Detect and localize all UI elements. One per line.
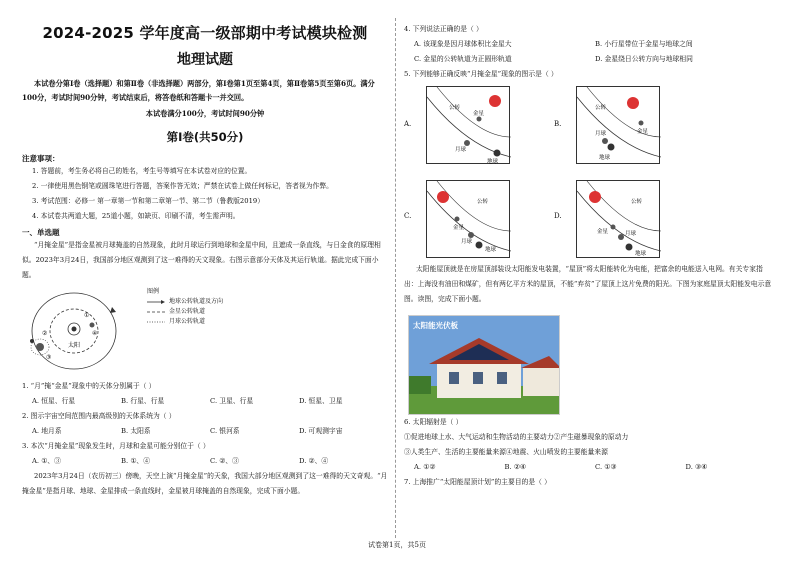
question-6-statement: ①促进地球上水、大气运动和生物活动的主要动力②产生磁暴现象的原动力 <box>404 433 629 441</box>
option: A. ①② <box>414 463 436 471</box>
moon-icon <box>30 339 34 343</box>
solid-arrow-line-icon <box>147 299 165 305</box>
orbit-label: 公转 <box>449 105 461 111</box>
question-4: 4. 下列说法正确的是（ ） <box>404 25 483 33</box>
question-3: 3. 本次“月掩金星”现象发生时，月球和金星可能分别位于（ ） <box>22 442 210 450</box>
solar-house-photo <box>408 315 560 415</box>
diagram-d-svg <box>577 181 661 259</box>
note-item: 1. 答题前，考生务必将自己的姓名，考生号等填写在本试卷对应的位置。 <box>32 167 252 175</box>
earth-icon <box>608 144 615 151</box>
option: C. ②、③ <box>210 457 239 465</box>
note-item: 3. 考试范围：必修一 第一章第一节和第二章第一节、第二节（鲁教版2019） <box>32 197 265 205</box>
legend-label: 金星公转轨道 <box>169 308 206 315</box>
question-6: 6. 太阳辐射是（ ） <box>404 418 463 426</box>
legend-item <box>147 297 223 307</box>
exam-title: 2024-2025 学年度高一级部期中考试模块检测 <box>42 24 368 42</box>
notes-title: 注意事项： <box>22 154 60 163</box>
legend-item <box>147 317 223 327</box>
diagram-legend <box>147 287 223 327</box>
diagram-c <box>426 180 510 258</box>
venus-label: 金星 <box>637 129 649 135</box>
option: A. 恒星、行星 <box>32 397 76 405</box>
venus-label: 金星 <box>453 225 465 231</box>
diagram-d <box>576 180 660 258</box>
question-4-options <box>404 37 776 67</box>
option: D. ②、④ <box>299 457 329 465</box>
exam-intro: 本试卷分第Ⅰ卷（选择题）和第Ⅱ卷（非选择题）两部分，第Ⅰ卷第1页至第4页，第Ⅱ卷第5页至第6页。满分100分，考试时间90分钟，考试结束后，将答卷纸和答题卡一并交回。 <box>22 79 375 102</box>
legend-label: 地球公转轨道及方向 <box>169 298 224 305</box>
option: B. ①、④ <box>121 457 151 465</box>
marker-3: ② <box>42 330 48 337</box>
note-item: 4. 本试卷共两道大题，25道小题，如缺页、印刷不清，考生需声明。 <box>32 212 240 220</box>
question-7: 7. 上海推广“太阳能屋顶计划”的主要目的是（ ） <box>404 478 551 486</box>
moon-label: 月球 <box>595 131 607 137</box>
option: A. ①、③ <box>32 457 61 465</box>
diagram-a-svg <box>427 87 511 165</box>
moon-label: 月球 <box>461 239 473 245</box>
question-6-statement: ③人类生产、生活的主要能量来源④地震、火山喷发的主要能量来源 <box>404 448 608 456</box>
moon-icon <box>468 232 474 238</box>
passage-moon-venus: “月掩金星”是指金星被月球掩盖的自然现象，此时月球运行到地球和金星中间，且遮成一条直线，与日金食的原理相似。2023年3月24日，我国部分地区观测到了这一难得的天文现象。右图示意部分天体及其运行轨道。据此完成下面小题。 <box>22 241 381 279</box>
right-column <box>404 22 776 490</box>
question-1-options <box>22 394 388 409</box>
venus-icon <box>455 217 460 222</box>
exam-subtitle: 地理试题 <box>177 52 233 68</box>
marker-4: ③ <box>46 354 52 361</box>
marker-2: ④ <box>92 330 98 337</box>
question-1: 1. “月”掩“金星”现象中的天体分别属于（ ） <box>22 382 156 390</box>
diagram-c-svg <box>427 181 511 259</box>
earth-label: 地球 <box>487 159 499 165</box>
dashed-line-icon <box>147 309 165 315</box>
option: D. 金星绕日公转方向与地球相同 <box>595 55 693 63</box>
orbit-label: 公转 <box>631 199 643 205</box>
diagram-label-b: B. <box>554 120 562 128</box>
passage-2: 2023年3月24日（农历初三）傍晚，天空上演“月掩金星”的天象，我国大部分地区观测到了这一难得的天文奇观。“月掩金星”是指月球、地球、金星排成一条直线时，金星被月球掩盖的自然现象，完成下面小题。 <box>22 472 388 495</box>
earth-icon <box>626 244 633 251</box>
earth-label: 地球 <box>485 247 497 253</box>
page-footer: 试卷第1页，共5页 <box>368 541 426 549</box>
earth-label: 地球 <box>599 155 611 161</box>
score-line: 本试卷满分100分，考试时间90分钟 <box>145 109 265 118</box>
earth-icon <box>36 343 44 351</box>
question-5: 5. 下列能够正确反映“月掩金星”现象的图示是（ ） <box>404 70 558 78</box>
marker-1: ① <box>84 312 90 319</box>
venus-label: 金星 <box>473 111 485 117</box>
earth-label: 地球 <box>635 251 647 257</box>
moon-label: 月球 <box>625 231 637 237</box>
moon-icon <box>618 234 624 240</box>
moon-label: 月球 <box>455 147 467 153</box>
option: C. 金星的公转轨道为正圆形轨道 <box>414 55 512 63</box>
column-divider <box>395 18 396 538</box>
diagram-a <box>426 86 510 164</box>
option: C. ①③ <box>595 463 617 471</box>
sun-core-icon <box>72 327 77 332</box>
diagram-label-c: C. <box>404 212 412 220</box>
diagram-b-svg <box>577 87 661 165</box>
legend-label: 月球公转轨道 <box>169 318 206 325</box>
diagram-label-d: D. <box>554 212 562 220</box>
left-column <box>22 22 388 499</box>
diagram-b <box>576 86 660 164</box>
option: D. ③④ <box>685 463 708 471</box>
orbit-diagram <box>22 285 388 379</box>
orbit-direction-arrow-icon <box>110 307 116 313</box>
question-6-options <box>404 460 776 475</box>
venus-icon <box>639 121 644 126</box>
passage-solar-roof: 太阳能屋顶就是在房屋顶部装设太阳能发电装置，“屋顶”将太阳能转化为电能，把富余的电能送入电网。有关专家指出：上海没有油田和煤矿，但有两亿平方米的屋顶，不能“弃贫”了屋顶上这片免费的阳光。下图为家庭屋顶太阳能发电示意图。读图，完成下面小题。 <box>404 265 772 303</box>
dotted-line-icon <box>147 319 165 325</box>
option: C. 银河系 <box>210 427 240 435</box>
venus-icon <box>611 225 616 230</box>
part-label: 一、单选题 <box>22 228 60 237</box>
venus-icon <box>90 323 95 328</box>
section-title: 第Ⅰ卷(共50分) <box>166 130 244 144</box>
orbit-label: 公转 <box>477 199 489 205</box>
diagram-label-a: A. <box>404 120 412 128</box>
option: B. 行星、行星 <box>121 397 165 405</box>
earth-icon <box>476 242 483 249</box>
option: A. 该现象是因月球体积比金星大 <box>414 40 512 48</box>
option: B. ②④ <box>504 463 527 471</box>
legend-item <box>147 307 223 317</box>
option-diagrams <box>404 86 776 262</box>
note-item: 2. 一律使用黑色钢笔或圆珠笔进行答题，答案作答无效；严禁在试卷上做任何标记，答者视为作弊。 <box>32 182 333 190</box>
orbit-label: 公转 <box>595 105 607 111</box>
question-2-options <box>22 424 388 439</box>
sun-icon <box>437 191 449 203</box>
venus-icon <box>477 117 482 122</box>
legend-title: 图例 <box>147 288 160 295</box>
option: D. 可观测宇宙 <box>299 427 343 435</box>
option: C. 卫星、行星 <box>210 397 254 405</box>
venus-label: 金星 <box>597 229 609 235</box>
option: A. 地月系 <box>32 427 62 435</box>
sun-icon <box>627 97 639 109</box>
moon-icon <box>464 140 470 146</box>
question-2: 2. 图示宇宙空间范围内最高级别的天体系统为（ ） <box>22 412 176 420</box>
moon-icon <box>602 138 608 144</box>
earth-icon <box>494 150 501 157</box>
sun-label: 太阳 <box>68 342 81 349</box>
sun-icon <box>589 191 601 203</box>
option: B. 小行星带位于金星与地球之间 <box>595 40 693 48</box>
photo-caption: 太阳能光伏板 <box>413 321 458 330</box>
sun-icon <box>489 95 501 107</box>
option: D. 恒星、卫星 <box>299 397 343 405</box>
question-3-options <box>22 454 388 469</box>
option: B. 太阳系 <box>121 427 151 435</box>
